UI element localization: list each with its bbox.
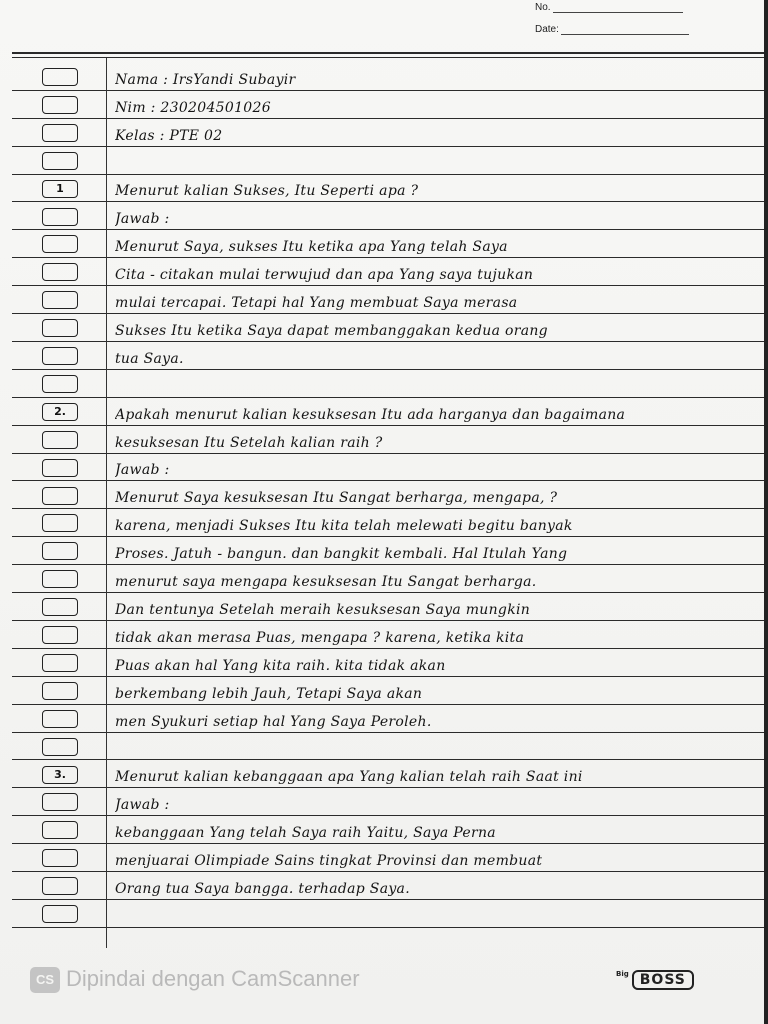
handwritten-line: Jawab : bbox=[115, 211, 170, 228]
handwritten-line: mulai tercapai. Tetapi hal Yang membuat Saya merasa bbox=[115, 295, 518, 312]
handwritten-line: Kelas : PTE 02 bbox=[115, 127, 223, 144]
row-number-box bbox=[42, 68, 78, 86]
row-number-box bbox=[42, 570, 78, 588]
handwritten-line: Menurut Saya, sukses Itu ketika apa Yang telah Saya bbox=[115, 239, 508, 256]
ruled-row bbox=[12, 453, 764, 482]
brand-name: BOSS bbox=[632, 970, 694, 990]
handwritten-line: Apakah menurut kalian kesuksesan Itu ada harganya dan bagaimana bbox=[115, 406, 626, 423]
handwritten-line: Nama : IrsYandi Subayir bbox=[115, 71, 296, 88]
handwritten-line: Nim : 230204501026 bbox=[115, 99, 271, 116]
row-number-box bbox=[42, 459, 78, 477]
handwritten-line: Sukses Itu ketika Saya dapat membanggakan kedua orang bbox=[115, 322, 548, 339]
handwritten-line: Menurut Saya kesuksesan Itu Sangat berharga, mengapa, ? bbox=[115, 490, 558, 507]
ruled-row bbox=[12, 732, 764, 761]
handwritten-line: berkembang lebih Jauh, Tetapi Saya akan bbox=[115, 685, 423, 702]
row-number-box bbox=[42, 654, 78, 672]
no-field bbox=[535, 2, 683, 13]
ruled-row bbox=[12, 815, 764, 844]
ruled-row bbox=[12, 425, 764, 454]
ruled-row bbox=[12, 481, 764, 510]
row-number-box bbox=[42, 152, 78, 170]
ruled-row bbox=[12, 397, 764, 426]
row-number-box bbox=[42, 347, 78, 365]
handwritten-line: karena, menjadi Sukses Itu kita telah melewati begitu banyak bbox=[115, 518, 573, 535]
handwritten-line: Orang tua Saya bangga. terhadap Saya. bbox=[115, 880, 410, 897]
scanner-text: Dipindai dengan CamScanner bbox=[66, 966, 360, 991]
row-number-box bbox=[42, 542, 78, 560]
ruled-row bbox=[12, 787, 764, 816]
ruled-row bbox=[12, 174, 764, 203]
ruled-row bbox=[12, 313, 764, 342]
ruled-row bbox=[12, 257, 764, 286]
row-number-box bbox=[42, 626, 78, 644]
handwritten-line: Menurut kalian Sukses, Itu Seperti apa ? bbox=[115, 183, 419, 200]
ruled-row bbox=[12, 704, 764, 733]
handwritten-line: tidak akan merasa Puas, mengapa ? karena, ketika kita bbox=[115, 629, 525, 646]
ruled-row bbox=[12, 285, 764, 314]
camscanner-watermark bbox=[30, 966, 360, 993]
handwritten-line: Cita - citakan mulai terwujud dan apa Yang saya tujukan bbox=[115, 267, 534, 284]
row-number-box bbox=[42, 877, 78, 895]
margin-line bbox=[106, 58, 107, 948]
camscanner-logo: CS bbox=[30, 967, 60, 993]
row-number-box bbox=[42, 514, 78, 532]
handwritten-line: Puas akan hal Yang kita raih. kita tidak akan bbox=[115, 657, 446, 674]
ruled-row bbox=[12, 564, 764, 593]
handwritten-line: Menurut kalian kebanggaan apa Yang kalian telah raih Saat ini bbox=[115, 769, 583, 786]
row-number-box bbox=[42, 682, 78, 700]
row-number-box bbox=[42, 263, 78, 281]
brand-prefix: Big bbox=[616, 970, 629, 978]
ruled-row bbox=[12, 676, 764, 705]
row-number-box bbox=[42, 208, 78, 226]
row-number-box bbox=[42, 235, 78, 253]
row-number-box bbox=[42, 487, 78, 505]
row-number-box bbox=[42, 291, 78, 309]
row-number-box bbox=[42, 124, 78, 142]
ruled-row bbox=[12, 341, 764, 370]
ruled-row bbox=[12, 620, 764, 649]
row-number-box bbox=[42, 793, 78, 811]
handwritten-line: Jawab : bbox=[115, 462, 170, 479]
ruled-row bbox=[12, 899, 764, 928]
row-number-box bbox=[42, 375, 78, 393]
row-number-box bbox=[42, 821, 78, 839]
handwritten-line: Proses. Jatuh - bangun. dan bangkit kembali. Hal Itulah Yang bbox=[115, 546, 568, 563]
handwritten-line: Jawab : bbox=[115, 797, 170, 814]
row-number-box bbox=[42, 738, 78, 756]
date-field bbox=[535, 24, 689, 35]
ruled-row bbox=[12, 90, 764, 119]
top-rule-thin bbox=[12, 57, 764, 58]
ruled-row bbox=[12, 118, 764, 147]
handwritten-line: menjuarai Olimpiade Sains tingkat Provinsi dan membuat bbox=[115, 853, 543, 870]
ruled-row bbox=[12, 536, 764, 565]
date-label: Date: bbox=[535, 24, 559, 35]
ruled-row bbox=[12, 592, 764, 621]
page-edge bbox=[764, 0, 768, 1024]
ruled-row bbox=[12, 648, 764, 677]
ruled-row bbox=[12, 843, 764, 872]
handwritten-line: menurut saya mengapa kesuksesan Itu Sangat berharga. bbox=[115, 574, 537, 591]
handwritten-line: kesuksesan Itu Setelah kalian raih ? bbox=[115, 434, 383, 451]
handwritten-line: tua Saya. bbox=[115, 350, 184, 367]
row-number-box bbox=[42, 710, 78, 728]
handwritten-line: kebanggaan Yang telah Saya raih Yaitu, Saya Perna bbox=[115, 825, 496, 842]
row-number-box bbox=[42, 431, 78, 449]
handwritten-line: men Syukuri setiap hal Yang Saya Peroleh. bbox=[115, 713, 432, 730]
no-label: No. bbox=[535, 2, 551, 13]
ruled-row bbox=[12, 62, 764, 91]
brand-logo bbox=[616, 970, 694, 990]
ruled-row bbox=[12, 229, 764, 258]
row-number-box bbox=[42, 96, 78, 114]
row-number-box bbox=[42, 905, 78, 923]
handwritten-line: Dan tentunya Setelah meraih kesuksesan Saya mungkin bbox=[115, 601, 531, 618]
row-number-box bbox=[42, 319, 78, 337]
ruled-row bbox=[12, 871, 764, 900]
ruled-row bbox=[12, 202, 764, 231]
ruled-row bbox=[12, 146, 764, 175]
row-number-box bbox=[42, 598, 78, 616]
top-rule bbox=[12, 52, 764, 54]
ruled-row bbox=[12, 760, 764, 789]
ruled-row bbox=[12, 508, 764, 537]
row-number-box: 2. bbox=[42, 403, 78, 421]
ruled-row bbox=[12, 369, 764, 398]
row-number-box: 1 bbox=[42, 180, 78, 198]
row-number-box bbox=[42, 849, 78, 867]
row-number-box: 3. bbox=[42, 766, 78, 784]
